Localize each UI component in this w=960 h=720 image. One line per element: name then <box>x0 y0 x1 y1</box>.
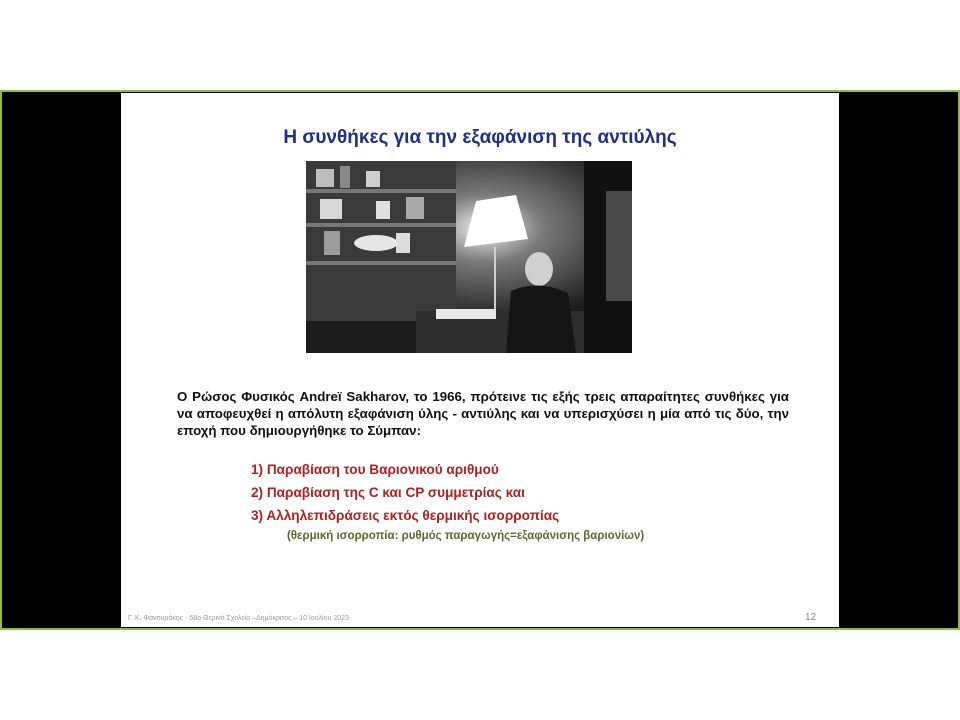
thermal-equilibrium-note: (θερμική ισορροπία: ρυθμός παραγωγής=εξαφάνισης βαριονίων) <box>287 530 645 542</box>
page-number: 12 <box>805 612 817 623</box>
slide-title: Η συνθήκες για την εξαφάνιση της αντιύλης <box>283 127 677 148</box>
condition-3: 3) Αλληλεπιδράσεις εκτός θερμικής ισορροπίας <box>251 508 560 523</box>
sakharov-photo <box>306 161 632 353</box>
slide-footer: Γ. Κ. Φανουράκης - 58ο Θερινό Σχολείο –Δημόκριτος – 10 Ιουλίου 2023 <box>128 615 349 622</box>
sakharov-paragraph: Ο Ρώσος Φυσικός Andreï Sakharov, το 1966, πρότεινε τις εξής τρεις απαραίτητες συνθήκες για να αποφευχθεί η απόλυτη εξαφάνιση ύλης - αντιύλης και να υπερισχύσει η μία από τις δύο, την εποχή που δημιουργήθηκε το Σύμπαν: <box>177 389 789 438</box>
condition-1: 1) Παραβίαση του Βαριονικού αριθμού <box>251 462 499 477</box>
slide <box>121 93 839 627</box>
condition-2: 2) Παραβίαση της C και CP συμμετρίας και <box>251 485 525 500</box>
